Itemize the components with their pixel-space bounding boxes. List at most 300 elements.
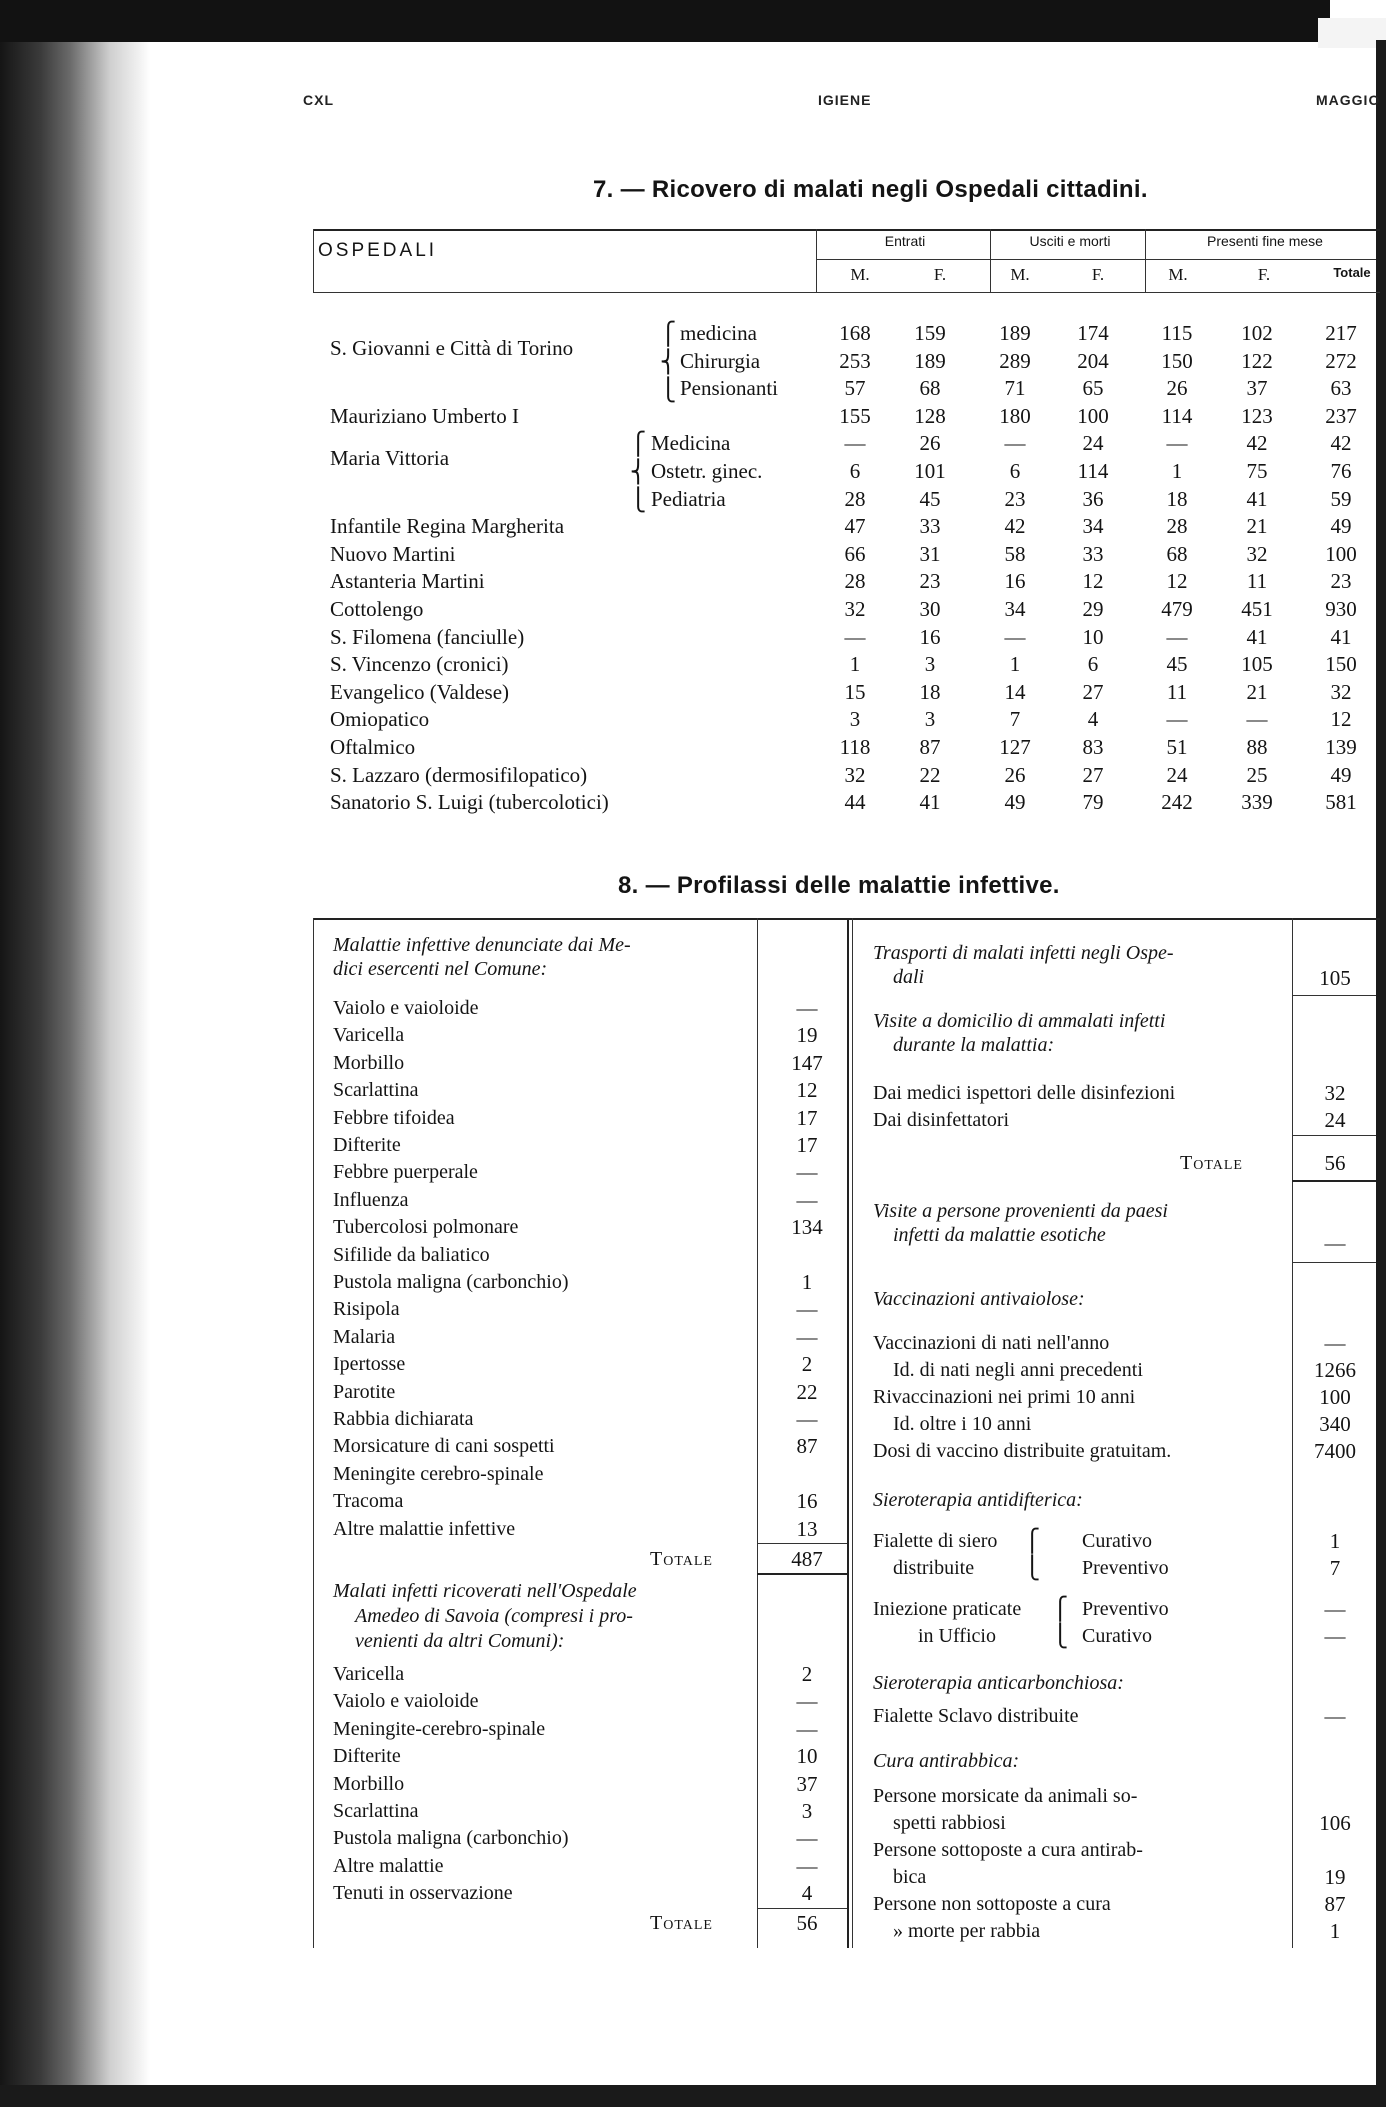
table-cell: 24	[1082, 431, 1104, 455]
table-cell: 32	[1330, 680, 1352, 704]
admitted-value: —	[796, 1826, 818, 1850]
admitted-label: Scarlattina	[333, 1800, 419, 1822]
table-cell: 47	[844, 514, 866, 538]
admitted-label: Vaiolo e vaioloide	[333, 1690, 479, 1712]
table-cell: —	[1166, 707, 1188, 731]
table-cell: 12	[1082, 569, 1104, 593]
disinfector-visits-label: Dai disinfettatori	[873, 1109, 1010, 1131]
table-cell: 10	[1082, 625, 1104, 649]
table-cell: 3	[849, 707, 861, 731]
table8-col-rule	[757, 918, 758, 1948]
table-cell: 33	[919, 514, 941, 538]
disease-value: 19	[796, 1023, 818, 1047]
brace-icon: ⎧	[660, 321, 677, 346]
table-cell: 18	[1166, 487, 1188, 511]
hospital-name: Omiopatico	[330, 707, 430, 731]
disease-value: 1	[801, 1270, 813, 1294]
left-heading-2: venienti da altri Comuni):	[355, 1630, 565, 1652]
table8-col-rule	[1292, 918, 1293, 1948]
table-cell: 23	[919, 569, 941, 593]
total-value: 56	[796, 1911, 818, 1935]
table7-left-rule	[313, 229, 314, 292]
table-cell: 33	[1082, 542, 1104, 566]
table7-header-rule	[313, 292, 1380, 293]
table-cell: 26	[919, 431, 941, 455]
total-value: 487	[791, 1547, 823, 1571]
table8-center-rule	[847, 918, 849, 1948]
disease-label: Tracoma	[333, 1490, 404, 1512]
table-cell: 42	[1330, 431, 1352, 455]
disease-label: Morbillo	[333, 1052, 405, 1074]
vaccination-label: Rivaccinazioni nei primi 10 anni	[873, 1386, 1136, 1408]
treated-value: 19	[1324, 1865, 1346, 1889]
total-rule	[1292, 1180, 1376, 1182]
admitted-value: —	[796, 1689, 818, 1713]
bitten-label: spetti rabbiosi	[893, 1812, 1006, 1834]
admitted-label: Varicella	[333, 1663, 405, 1685]
table-cell: 36	[1082, 487, 1104, 511]
injection-type-label: Preventivo	[1082, 1598, 1169, 1620]
scan-top-border	[0, 0, 1330, 42]
admitted-value: 10	[796, 1744, 818, 1768]
table-cell: 16	[1004, 569, 1026, 593]
vaccination-value: 1266	[1314, 1358, 1356, 1382]
disease-label: Risipola	[333, 1298, 400, 1320]
table-cell: —	[1166, 431, 1188, 455]
hospital-name: Sanatorio S. Luigi (tubercolotici)	[330, 790, 609, 814]
foreign-visits-label: infetti da malattie esotiche	[893, 1224, 1106, 1246]
disease-value: —	[796, 1160, 818, 1184]
disease-label: Vaiolo e vaioloide	[333, 997, 479, 1019]
vials-type-label: Preventivo	[1082, 1557, 1169, 1579]
table-cell: —	[844, 431, 866, 455]
table-cell: 65	[1082, 376, 1104, 400]
table-cell: —	[1166, 625, 1188, 649]
table-cell: 41	[919, 790, 941, 814]
hospital-name: Evangelico (Valdese)	[330, 680, 510, 704]
disease-label: Pustola maligna (carbonchio)	[333, 1271, 569, 1293]
scan-bottom-border	[0, 2085, 1386, 2107]
table-cell: 87	[919, 735, 941, 759]
table-cell: 105	[1241, 652, 1273, 676]
disease-label: Febbre tifoidea	[333, 1107, 455, 1129]
vaccination-label: Dosi di vaccino distribuite gratuitam.	[873, 1440, 1172, 1462]
total-rule	[757, 1573, 847, 1575]
table7-top-rule	[313, 229, 1380, 231]
disease-value: 17	[796, 1133, 818, 1157]
table-cell: 14	[1004, 680, 1026, 704]
table-cell: 28	[844, 569, 866, 593]
admitted-label: Morbillo	[333, 1773, 405, 1795]
hospital-name: Maria Vittoria	[330, 446, 450, 470]
page-number: CXL	[303, 92, 334, 108]
table-cell: 26	[1166, 376, 1188, 400]
subheader-f: F.	[1091, 265, 1105, 284]
brace-icon: ⎩	[1024, 1555, 1041, 1580]
table-cell: 289	[999, 349, 1031, 373]
disease-value: 16	[796, 1489, 818, 1513]
table-cell: 217	[1325, 321, 1357, 345]
table-cell: 66	[844, 542, 866, 566]
vaccination-value: 7400	[1314, 1439, 1356, 1463]
admitted-value: 4	[801, 1881, 813, 1905]
table-cell: 339	[1241, 790, 1273, 814]
table-cell: 930	[1325, 597, 1357, 621]
table-cell: 25	[1246, 763, 1268, 787]
hospital-name: S. Lazzaro (dermosifilopatico)	[330, 763, 588, 787]
group-usciti: Usciti e morti	[1029, 233, 1111, 249]
anticarbuncle-heading: Sieroterapia anticarbonchiosa:	[873, 1672, 1124, 1694]
table-cell: 42	[1004, 514, 1026, 538]
table-cell: 41	[1330, 625, 1352, 649]
table-cell: 26	[1004, 763, 1026, 787]
book-spine-shadow	[0, 42, 150, 2107]
ward-name: Chirurgia	[680, 349, 761, 373]
table-cell: 57	[844, 376, 866, 400]
disease-label: Sifilide da baliatico	[333, 1244, 490, 1266]
disease-value: —	[796, 1325, 818, 1349]
disease-label: Scarlattina	[333, 1079, 419, 1101]
table-cell: 21	[1246, 514, 1268, 538]
table-cell: 189	[999, 321, 1031, 345]
brace-icon: ⎧	[1024, 1528, 1041, 1553]
table-cell: 168	[839, 321, 871, 345]
antirabies-heading: Cura antirabbica:	[873, 1750, 1020, 1772]
table-cell: 127	[999, 735, 1031, 759]
table-cell: 79	[1082, 790, 1104, 814]
table-cell: 100	[1077, 404, 1109, 428]
sclavo-label: Fialette Sclavo distribuite	[873, 1705, 1079, 1727]
left-heading-1: dici esercenti nel Comune:	[333, 958, 548, 980]
disease-value: 13	[796, 1517, 818, 1541]
admitted-value: 37	[796, 1772, 818, 1796]
table-cell: 45	[1166, 652, 1188, 676]
disease-label: Febbre puerperale	[333, 1161, 478, 1183]
vaccination-value: —	[1324, 1331, 1346, 1355]
table-cell: 27	[1082, 680, 1104, 704]
disease-label: Rabbia dichiarata	[333, 1408, 474, 1430]
table-cell: 6	[1009, 459, 1021, 483]
table-cell: 42	[1246, 431, 1268, 455]
left-heading-1: Malattie infettive denunciate dai Me-	[333, 934, 631, 956]
table-cell: 23	[1004, 487, 1026, 511]
transport-label: Trasporti di malati infetti negli Ospe-	[873, 942, 1174, 964]
disease-value: 147	[791, 1051, 823, 1075]
brace-icon: ⎩	[1052, 1623, 1069, 1648]
total-label: Totale	[650, 1912, 713, 1934]
untreated-value: 87	[1324, 1892, 1346, 1916]
bitten-value: 106	[1319, 1811, 1351, 1835]
hospital-name: S. Filomena (fanciulle)	[330, 625, 525, 649]
total-rule	[757, 1543, 847, 1544]
disease-label: Ipertosse	[333, 1353, 406, 1375]
table-cell: 15	[844, 680, 866, 704]
table-cell: 58	[1004, 542, 1026, 566]
vials-type-value: 1	[1329, 1529, 1341, 1553]
table-cell: 59	[1330, 487, 1352, 511]
disease-value: 22	[796, 1380, 818, 1404]
table-cell: 102	[1241, 321, 1273, 345]
table-cell: 11	[1246, 569, 1268, 593]
table-cell: 272	[1325, 349, 1357, 373]
table-cell: 71	[1004, 376, 1026, 400]
total-label: Totale	[1180, 1152, 1243, 1174]
ward-name: Pediatria	[651, 487, 726, 511]
hospital-name: Infantile Regina Margherita	[330, 514, 565, 538]
table-cell: 1	[1009, 652, 1021, 676]
hospital-name: Astanteria Martini	[330, 569, 485, 593]
table-cell: 1	[1171, 459, 1183, 483]
hospital-name: Nuovo Martini	[330, 542, 456, 566]
injection-label: in Ufficio	[918, 1625, 996, 1647]
table-cell: 16	[919, 625, 941, 649]
vaccination-heading: Vaccinazioni antivaiolose:	[873, 1288, 1085, 1310]
table8-center-rule	[852, 918, 853, 1948]
disease-value: 87	[796, 1434, 818, 1458]
table-cell: 581	[1325, 790, 1357, 814]
table-cell: 45	[919, 487, 941, 511]
hospital-name: Mauriziano Umberto I	[330, 404, 519, 428]
ward-name: Medicina	[651, 431, 731, 455]
subheader-m: M.	[1010, 265, 1030, 284]
table-cell: 28	[844, 487, 866, 511]
disease-value: 134	[791, 1215, 823, 1239]
table-cell: 1	[849, 652, 861, 676]
disease-label: Influenza	[333, 1189, 409, 1211]
ward-name: medicina	[680, 321, 757, 345]
table-cell: 41	[1246, 487, 1268, 511]
home-visits-heading: Visite a domicilio di ammalati infetti	[873, 1010, 1166, 1032]
table-cell: 83	[1082, 735, 1104, 759]
hospital-name: S. Vincenzo (cronici)	[330, 652, 509, 676]
table-cell: 32	[844, 597, 866, 621]
vaccination-value: 340	[1319, 1412, 1351, 1436]
table-cell: 204	[1077, 349, 1109, 373]
table-cell: 29	[1082, 597, 1104, 621]
table-cell: 18	[919, 680, 941, 704]
table-cell: 115	[1161, 321, 1193, 345]
vials-label: Fialette di siero	[873, 1530, 998, 1552]
brace-icon: ⎩	[630, 487, 647, 512]
table-cell: 12	[1330, 707, 1352, 731]
table-cell: 49	[1004, 790, 1026, 814]
table-cell: 180	[999, 404, 1031, 428]
left-heading-2: Malati infetti ricoverati nell'Ospedale	[333, 1580, 637, 1602]
table-cell: 21	[1246, 680, 1268, 704]
table-cell: 12	[1166, 569, 1188, 593]
injection-type-label: Curativo	[1082, 1625, 1152, 1647]
table-cell: 123	[1241, 404, 1273, 428]
foreign-visits-value: —	[1324, 1231, 1346, 1255]
total-value: 56	[1324, 1151, 1346, 1175]
bitten-label: Persone morsicate da animali so-	[873, 1785, 1138, 1807]
table-cell: 4	[1087, 707, 1099, 731]
brace-icon: ⎨	[660, 349, 677, 374]
disease-label: Morsicature di cani sospetti	[333, 1435, 555, 1457]
disease-value: 12	[796, 1078, 818, 1102]
home-visits-heading: durante la malattia:	[893, 1034, 1055, 1056]
table-cell: 88	[1246, 735, 1268, 759]
table-cell: 75	[1246, 459, 1268, 483]
subheader-f: F.	[1257, 265, 1271, 284]
subheader-m: M.	[1168, 265, 1188, 284]
brace-icon: ⎨	[630, 459, 647, 484]
table-cell: 31	[919, 542, 941, 566]
disease-label: Malaria	[333, 1326, 396, 1348]
disease-label: Varicella	[333, 1024, 405, 1046]
table-cell: 30	[919, 597, 941, 621]
treated-label: Persone sottoposte a cura antirab-	[873, 1839, 1143, 1861]
admitted-label: Tenuti in osservazione	[333, 1882, 513, 1904]
brace-icon: ⎩	[660, 377, 677, 402]
disease-value: —	[796, 1297, 818, 1321]
table-cell: 63	[1330, 376, 1352, 400]
table-cell: 32	[844, 763, 866, 787]
rabies-death-label: » morte per rabbia	[893, 1920, 1041, 1942]
table-cell: 76	[1330, 459, 1352, 483]
table-cell: 3	[924, 707, 936, 731]
group-entrati: Entrati	[884, 233, 926, 249]
table-cell: 174	[1077, 321, 1109, 345]
injection-type-value: —	[1324, 1597, 1346, 1621]
table-cell: —	[1004, 431, 1026, 455]
table-cell: 3	[924, 652, 936, 676]
table-cell: —	[844, 625, 866, 649]
table7-group-rule	[816, 259, 1376, 260]
running-title: IGIENE	[818, 92, 872, 108]
disease-label: Tubercolosi polmonare	[333, 1216, 519, 1238]
table-cell: 114	[1077, 459, 1109, 483]
table-cell: 150	[1161, 349, 1193, 373]
table-cell: 7	[1009, 707, 1021, 731]
section-8-title: 8. — Profilassi delle malattie infettive.	[618, 872, 1060, 899]
disease-value: 17	[796, 1106, 818, 1130]
injection-label: Iniezione praticate	[873, 1598, 1022, 1620]
ward-name: Pensionanti	[680, 376, 778, 400]
disease-label: Meningite cerebro-spinale	[333, 1463, 544, 1485]
injection-type-value: —	[1324, 1624, 1346, 1648]
table-cell: 34	[1082, 514, 1104, 538]
foreign-visits-label: Visite a persone provenienti da paesi	[873, 1200, 1168, 1222]
table-cell: 23	[1330, 569, 1352, 593]
subheader-tot: Totale	[1333, 265, 1371, 280]
table-cell: 6	[1087, 652, 1099, 676]
disease-label: Altre malattie infettive	[333, 1518, 516, 1540]
disease-value: —	[796, 1188, 818, 1212]
hospital-name: S. Giovanni e Città di Torino	[330, 336, 574, 360]
disease-label: Difterite	[333, 1134, 401, 1156]
brace-icon: ⎧	[630, 431, 647, 456]
table-cell: 479	[1161, 597, 1193, 621]
hospital-name: Cottolengo	[330, 597, 424, 621]
table7-col-rule	[816, 229, 817, 292]
total-label: Totale	[650, 1548, 713, 1570]
ward-name: Ostetr. ginec.	[651, 459, 763, 483]
disease-value: —	[796, 996, 818, 1020]
untreated-label: Persone non sottoposte a cura	[873, 1893, 1111, 1915]
subheader-f: F.	[933, 265, 947, 284]
table-cell: 139	[1325, 735, 1357, 759]
admitted-label: Difterite	[333, 1745, 401, 1767]
table-cell: 451	[1241, 597, 1273, 621]
table-cell: 155	[839, 404, 871, 428]
transport-value: 105	[1319, 966, 1351, 990]
table-cell: —	[1246, 707, 1268, 731]
total-rule	[1292, 1135, 1376, 1136]
vials-type-value: 7	[1329, 1556, 1341, 1580]
group-presenti: Presenti fine mese	[1207, 233, 1323, 249]
vaccination-value: 100	[1319, 1385, 1351, 1409]
scan-right-border	[1376, 40, 1386, 2107]
rule	[1292, 1262, 1376, 1263]
table-cell: 159	[914, 321, 946, 345]
running-month: MAGGIO	[1316, 92, 1381, 108]
subheader-m: M.	[850, 265, 870, 284]
disinfector-visits-value: 24	[1324, 1108, 1346, 1132]
disease-value: 2	[801, 1352, 813, 1376]
table-cell: 253	[839, 349, 871, 373]
admitted-value: 3	[801, 1799, 813, 1823]
table-cell: 68	[1166, 542, 1188, 566]
vials-type-label: Curativo	[1082, 1530, 1152, 1552]
table-cell: 101	[914, 459, 946, 483]
table-cell: 237	[1325, 404, 1357, 428]
table-cell: 68	[919, 376, 941, 400]
hospital-name: Oftalmico	[330, 735, 416, 759]
table-cell: 41	[1246, 625, 1268, 649]
table-cell: 37	[1246, 376, 1268, 400]
admitted-value: —	[796, 1854, 818, 1878]
table-cell: 128	[914, 404, 946, 428]
table-cell: 24	[1166, 763, 1188, 787]
admitted-label: Altre malattie	[333, 1855, 444, 1877]
table7-col-rule	[1145, 229, 1146, 292]
table-cell: 114	[1161, 404, 1193, 428]
rule	[1292, 995, 1376, 996]
antidiphtheric-heading: Sieroterapia antidifterica:	[873, 1489, 1083, 1511]
inspector-visits-label: Dai medici ispettori delle disinfezioni	[873, 1082, 1176, 1104]
table-cell: 150	[1325, 652, 1357, 676]
table-cell: 6	[849, 459, 861, 483]
table-cell: 11	[1166, 680, 1188, 704]
transport-label: dali	[893, 966, 925, 988]
rabies-death-value: 1	[1329, 1919, 1341, 1943]
table-cell: 34	[1004, 597, 1026, 621]
sclavo-value: —	[1324, 1704, 1346, 1728]
inspector-visits-value: 32	[1324, 1081, 1346, 1105]
table-cell: 44	[844, 790, 866, 814]
admitted-label: Meningite-cerebro-spinale	[333, 1718, 546, 1740]
vaccination-label: Vaccinazioni di nati nell'anno	[873, 1332, 1110, 1354]
vials-label: distribuite	[893, 1557, 975, 1579]
table-cell: 32	[1246, 542, 1268, 566]
table-cell: 27	[1082, 763, 1104, 787]
table-cell: —	[1004, 625, 1026, 649]
vaccination-label: Id. oltre i 10 anni	[893, 1413, 1032, 1435]
table-cell: 242	[1161, 790, 1193, 814]
brace-icon: ⎧	[1052, 1596, 1069, 1621]
treated-label: bica	[893, 1866, 927, 1888]
table-cell: 189	[914, 349, 946, 373]
table-cell: 118	[839, 735, 871, 759]
left-heading-2: Amedeo di Savoia (compresi i pro-	[355, 1605, 633, 1627]
table-cell: 49	[1330, 514, 1352, 538]
table-cell: 28	[1166, 514, 1188, 538]
ospedali-header: OSPEDALI	[318, 240, 438, 261]
table-cell: 122	[1241, 349, 1273, 373]
admitted-value: 2	[801, 1662, 813, 1686]
disease-value: —	[796, 1407, 818, 1431]
